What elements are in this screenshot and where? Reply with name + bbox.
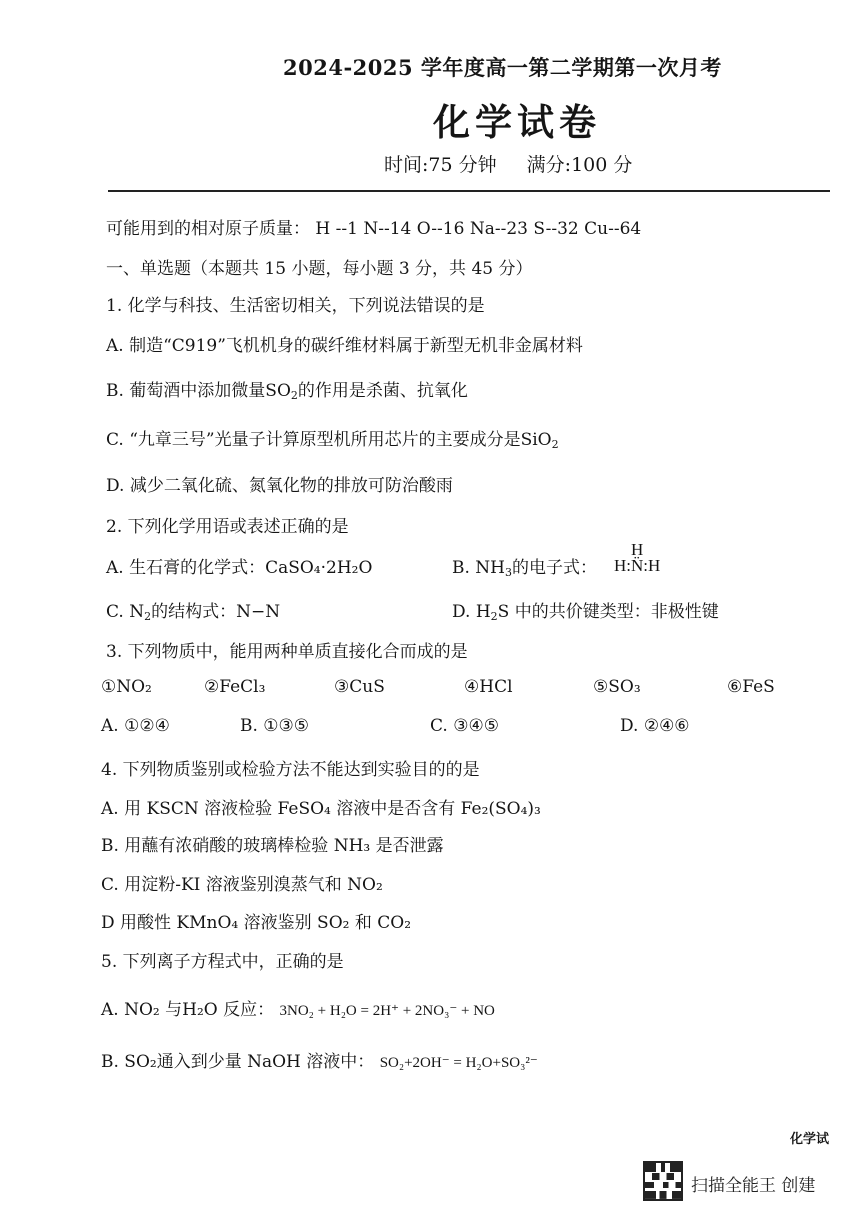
q4-option-d: D 用酸性 KMnO₄ 溶液鉴别 SO₂ 和 CO₂ [101, 913, 412, 933]
q1-b-text-2: 的作用是杀菌、抗氧化 [297, 381, 468, 401]
q3-item: ③CuS [334, 677, 385, 697]
q4-option-b: B. 用蘸有浓硝酸的玻璃棒检验 NH₃ 是否泄露 [101, 836, 444, 856]
q5-b-label: B. SO₂通入到少量 NaOH 溶液中： [101, 1052, 375, 1072]
qr-code-icon [643, 1161, 683, 1201]
q2-d-text: D. H [452, 602, 491, 622]
q1-stem: 1. 化学与科技、生活密切相关，下列说法错误的是 [106, 296, 485, 316]
q2-c-text: C. N [106, 602, 145, 622]
q2-c-text-2: 的结构式：N−N [151, 602, 281, 622]
q2-b-text-2: 的电子式： [512, 558, 598, 578]
exam-time: 时间:75 分钟 [384, 154, 497, 176]
section-heading: 一、单选题（本题共 15 小题，每小题 3 分，共 45 分） [106, 259, 533, 279]
q2-option-d [452, 597, 719, 622]
q2-stem: 2. 下列化学用语或表述正确的是 [106, 517, 349, 537]
q3-option: D. ②④⑥ [620, 716, 690, 736]
q2-option-b [452, 553, 597, 578]
q2-d-sub: 2 [490, 610, 498, 623]
q5-stem: 5. 下列离子方程式中，正确的是 [101, 952, 344, 972]
q5-option-a [101, 995, 495, 1020]
q4-stem: 4. 下列物质鉴别或检验方法不能达到实验目的的是 [101, 760, 480, 780]
q1-option-b [106, 376, 468, 401]
q3-item: ⑤SO₃ [593, 677, 641, 697]
q1-option-c [106, 425, 559, 450]
q2-d-text-2: S 中的共价键类型：非极性键 [497, 602, 719, 622]
q1-option-d: D. 减少二氧化硫、氮氧化物的排放可防治酸雨 [106, 476, 453, 496]
q3-stem: 3. 下列物质中，能用两种单质直接化合而成的是 [106, 642, 468, 662]
q1-c-text: C. “九章三号”光量子计算原型机所用芯片的主要成分是SiO [106, 430, 552, 450]
atomic-masses: 可能用到的相对原子质量： H --1 N--14 O--16 Na--23 S--32 Cu--64 [106, 219, 642, 239]
exam-meta [384, 150, 656, 177]
q2-option-c [106, 597, 280, 622]
exam-score: 满分:100 分 [526, 154, 633, 176]
q3-item: ⑥FeS [727, 677, 775, 697]
q5-a-label: A. NO₂ 与H₂O 反应： [101, 1000, 275, 1020]
q3-item: ①NO₂ [101, 677, 152, 697]
q5-a-equation: 3NO₂ + H₂O = 2H⁺ + 2NO₃⁻ + NO [279, 1003, 495, 1019]
q3-item: ④HCl [464, 677, 513, 697]
q1-c-sub: 2 [551, 438, 559, 451]
nh3-lewis-structure [614, 542, 660, 574]
q2-b-text: B. NH [452, 558, 506, 578]
lewis-main: H:N̈:H [614, 556, 661, 575]
scanner-watermark: 扫描全能王 创建 [691, 1176, 816, 1196]
q1-b-text: B. 葡萄酒中添加微量SO [106, 381, 291, 401]
header-rule [108, 190, 830, 192]
q4-option-a: A. 用 KSCN 溶液检验 FeSO₄ 溶液中是否含有 Fe₂(SO₄)₃ [101, 799, 541, 819]
q4-option-c: C. 用淀粉-KI 溶液鉴别溴蒸气和 NO₂ [101, 875, 383, 895]
q5-option-b [101, 1047, 538, 1072]
q1-option-a: A. 制造“C919”飞机机身的碳纤维材料属于新型无机非金属材料 [106, 336, 583, 356]
exam-title: 化学试卷 [433, 100, 601, 144]
q3-option: A. ①②④ [101, 716, 170, 736]
lewis-top-h: H [631, 540, 644, 559]
q3-item: ②FeCl₃ [204, 677, 266, 697]
q5-b-equation: SO₂+2OH⁻ = H₂O+SO₃²⁻ [379, 1055, 538, 1071]
footer-page-label: 化学试 [790, 1132, 830, 1147]
q3-option: C. ③④⑤ [430, 716, 499, 736]
q2-b-sub: 3 [505, 566, 513, 579]
q2-c-sub: 2 [144, 610, 152, 623]
q3-option: B. ①③⑤ [240, 716, 310, 736]
q1-b-sub: 2 [290, 389, 298, 402]
q2-option-a: A. 生石膏的化学式：CaSO₄·2H₂O [106, 558, 373, 578]
exam-header: 2024-2025 学年度高一第二学期第一次月考 [283, 55, 722, 80]
